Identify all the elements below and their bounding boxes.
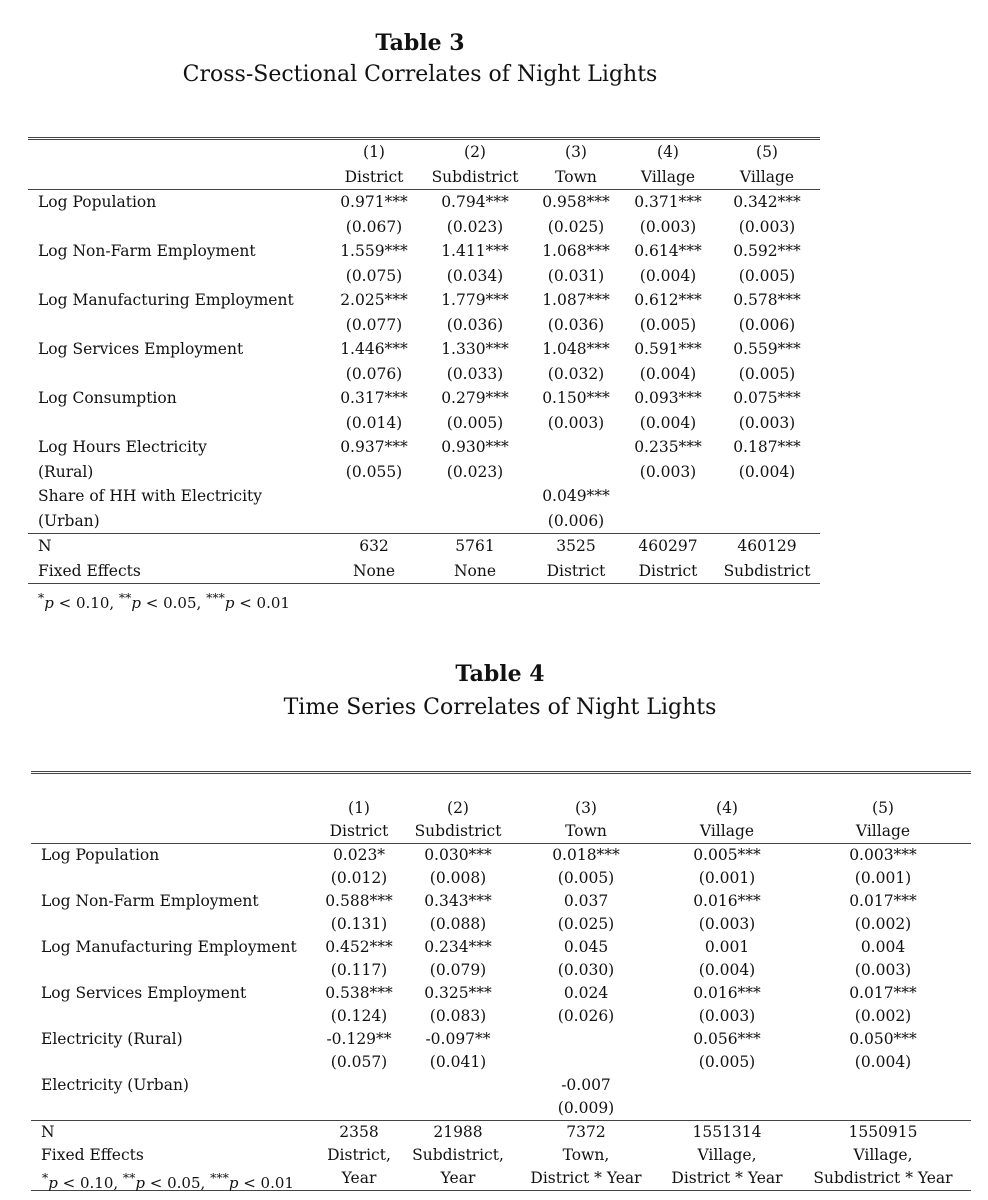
- t3-coef: 0.075***: [733, 389, 801, 407]
- t3-se: (0.034): [446, 266, 504, 285]
- t4-n: 7372: [513, 1121, 659, 1145]
- t4-coef-row: [31, 1074, 971, 1097]
- t3-colnum: (3): [565, 143, 587, 161]
- t4-fe2: Year: [403, 1167, 513, 1191]
- t3-row-label: Share of HH with Electricity: [38, 487, 263, 505]
- t3-coef-row: [28, 288, 820, 313]
- t4-se-row: [31, 959, 971, 982]
- t3-coef: 1.048***: [542, 340, 610, 358]
- t4-fe: Town,: [562, 1146, 610, 1164]
- t3-se: (0.005): [639, 315, 697, 334]
- t3-row-label: Log Consumption: [38, 389, 177, 407]
- t3-n: 460297: [622, 534, 714, 559]
- t3-coef: 0.591***: [634, 340, 702, 358]
- t3-coef: 0.150***: [542, 389, 610, 407]
- t3-se: (0.003): [639, 217, 697, 236]
- t3-n: 632: [328, 534, 420, 559]
- t3-se-label: (Urban): [38, 511, 100, 530]
- t3-se: (0.023): [446, 217, 504, 236]
- t3-coef: 0.279***: [441, 389, 509, 407]
- t4-coef: 0.325***: [424, 984, 492, 1002]
- t3-coef: 0.614***: [634, 242, 702, 260]
- t3-coef: 1.087***: [542, 291, 610, 309]
- t3-se: (0.005): [738, 364, 796, 383]
- t4-coef: 0.045: [563, 938, 609, 956]
- t4-se-row: [31, 1097, 971, 1121]
- t3-se: (0.003): [639, 462, 697, 481]
- t4-coef: 0.588***: [325, 892, 393, 910]
- t4-fe: Village,: [697, 1146, 757, 1164]
- t3-fe: District: [530, 559, 622, 584]
- t3-se: (0.005): [446, 413, 504, 432]
- t4-coef: [795, 1074, 971, 1097]
- t3-colname: Town: [530, 165, 622, 190]
- t3-colname: Village: [622, 165, 714, 190]
- t4-fe: District,: [327, 1146, 391, 1164]
- t3-n-label: N: [28, 534, 328, 559]
- t4-fe-label: Fixed Effects: [41, 1146, 144, 1164]
- t3-se-label: [28, 215, 328, 240]
- t4-colnum: (1): [348, 799, 370, 817]
- t4-coef: 0.023*: [332, 846, 386, 864]
- t3-se: (0.006): [547, 511, 605, 530]
- t4-se: (0.026): [557, 1007, 615, 1025]
- t4-row-label: Log Services Employment: [41, 984, 247, 1002]
- t3-coef: 1.068***: [542, 242, 610, 260]
- t3-se: [420, 509, 530, 534]
- t3-se-label: [28, 362, 328, 387]
- table4-n-row: [31, 1121, 971, 1145]
- t4-coef: 0.003***: [849, 846, 917, 864]
- table3: [28, 137, 820, 584]
- t3-n: 460129: [714, 534, 820, 559]
- t4-colname: Town: [513, 820, 659, 844]
- t4-coef: [403, 1074, 513, 1097]
- t4-coef-row: [31, 1028, 971, 1051]
- t4-coef: 0.037: [563, 892, 609, 910]
- t3-coef: 0.937***: [340, 438, 408, 456]
- t4-se-row: [31, 867, 971, 890]
- t3-coef: 0.371***: [634, 193, 702, 211]
- t4-coef: 0.016***: [693, 984, 761, 1002]
- t3-se: (0.003): [738, 413, 796, 432]
- t3-se: (0.025): [547, 217, 605, 236]
- t3-coef: 0.093***: [634, 389, 702, 407]
- t4-coef: 0.538***: [325, 984, 393, 1002]
- table4-footnote: *p < 0.10, **p < 0.05, ***p < 0.01: [42, 1170, 294, 1192]
- t3-se: (0.055): [345, 462, 403, 481]
- t4-coef: 0.050***: [849, 1030, 917, 1048]
- t3-row-label: Log Non-Farm Employment: [38, 242, 256, 260]
- t4-row-label: Log Population: [41, 846, 160, 864]
- t4-coef: 0.030***: [424, 846, 492, 864]
- t3-se-label: [28, 313, 328, 338]
- t3-coef: 1.446***: [340, 340, 408, 358]
- t4-colnum: (2): [447, 799, 469, 817]
- t4-se: (0.004): [698, 961, 756, 979]
- t3-colname: Subdistrict: [420, 165, 530, 190]
- t3-coef-row: [28, 190, 820, 215]
- t4-fe: Subdistrict,: [412, 1146, 504, 1164]
- t3-fe: None: [328, 559, 420, 584]
- t4-colnum: (3): [575, 799, 597, 817]
- t3-se: (0.067): [345, 217, 403, 236]
- t4-n: 2358: [315, 1121, 403, 1145]
- t3-coef: [530, 435, 622, 460]
- t3-se-row: [28, 411, 820, 436]
- t4-se: (0.009): [557, 1099, 615, 1117]
- t4-se-label: [31, 959, 315, 982]
- t4-se: (0.001): [698, 869, 756, 887]
- t4-coef: 0.024: [563, 984, 609, 1002]
- t4-coef: 0.452***: [325, 938, 393, 956]
- t4-coef: 0.004: [860, 938, 906, 956]
- t3-se: (0.003): [547, 413, 605, 432]
- t4-se: (0.005): [557, 869, 615, 887]
- t4-se: (0.001): [854, 869, 912, 887]
- table4-subtitle: Time Series Correlates of Night Lights: [283, 695, 717, 720]
- t3-se: (0.032): [547, 364, 605, 383]
- table3-header-row: [28, 165, 820, 190]
- t3-coef: 1.779***: [441, 291, 509, 309]
- t3-fe: Subdistrict: [714, 559, 820, 584]
- t4-coef: 0.234***: [424, 938, 492, 956]
- t4-coef: 0.056***: [693, 1030, 761, 1048]
- t4-fe2: District * Year: [513, 1167, 659, 1191]
- t4-row-label: Log Manufacturing Employment: [41, 938, 297, 956]
- t3-coef: [714, 484, 820, 509]
- t3-se: [328, 509, 420, 534]
- t4-colname: Village: [795, 820, 971, 844]
- t3-coef: 0.049***: [542, 487, 610, 505]
- t4-se: [403, 1097, 513, 1121]
- t4-se: (0.012): [330, 869, 388, 887]
- t4-n: 21988: [403, 1121, 513, 1145]
- t4-colnum: (4): [716, 799, 738, 817]
- t3-coef: 1.411***: [441, 242, 509, 260]
- t4-se: (0.003): [698, 1007, 756, 1025]
- t3-se: [714, 509, 820, 534]
- t3-coef: 0.958***: [542, 193, 610, 211]
- t3-se-row: [28, 509, 820, 534]
- t4-coef: 0.343***: [424, 892, 492, 910]
- t4-se: [513, 1051, 659, 1074]
- t4-se: [659, 1097, 795, 1121]
- t4-coef: -0.007: [561, 1076, 611, 1094]
- t3-coef: 0.930***: [441, 438, 509, 456]
- t3-se: (0.033): [446, 364, 504, 383]
- t3-coef: 1.559***: [340, 242, 408, 260]
- t3-fe-label: Fixed Effects: [28, 559, 328, 584]
- t3-se: (0.077): [345, 315, 403, 334]
- t3-coef-row: [28, 239, 820, 264]
- t3-coef: 2.025***: [340, 291, 408, 309]
- table4-colnum-row: [31, 797, 971, 820]
- t4-fe2: Subdistrict * Year: [795, 1167, 971, 1191]
- t4-n: 1550915: [795, 1121, 971, 1145]
- t4-se: (0.002): [854, 915, 912, 933]
- table3-colnum-row: [28, 140, 820, 165]
- t4-se: (0.131): [330, 915, 388, 933]
- t3-coef-row: [28, 435, 820, 460]
- t4-se-label: [31, 867, 315, 890]
- t4-se: [795, 1097, 971, 1121]
- t3-colnum: (5): [756, 143, 778, 161]
- t4-se: (0.025): [557, 915, 615, 933]
- t3-colnum: (2): [464, 143, 486, 161]
- t3-n: 5761: [420, 534, 530, 559]
- t3-coef: 0.342***: [733, 193, 801, 211]
- t4-coef: 0.017***: [849, 984, 917, 1002]
- t4-colname: Subdistrict: [403, 820, 513, 844]
- t3-se-label: [28, 264, 328, 289]
- t3-se: (0.004): [639, 364, 697, 383]
- t4-coef: -0.129**: [326, 1030, 392, 1048]
- t4-se: (0.005): [698, 1053, 756, 1071]
- t3-se: (0.006): [738, 315, 796, 334]
- t4-colnum: (5): [872, 799, 894, 817]
- t4-coef: 0.016***: [693, 892, 761, 910]
- t4-coef: [513, 1028, 659, 1051]
- t4-se-label: [31, 1051, 315, 1074]
- t3-se: (0.036): [446, 315, 504, 334]
- table3-title: Table 3: [375, 30, 465, 56]
- t4-se: (0.088): [429, 915, 487, 933]
- t3-colnum: (4): [657, 143, 679, 161]
- t4-coef: [659, 1074, 795, 1097]
- t3-coef: 0.317***: [340, 389, 408, 407]
- t3-se: (0.031): [547, 266, 605, 285]
- t4-coef: 0.017***: [849, 892, 917, 910]
- t4-se: (0.057): [330, 1053, 388, 1071]
- t4-coef: -0.097**: [425, 1030, 491, 1048]
- t4-se: (0.041): [429, 1053, 487, 1071]
- t3-coef: 0.794***: [441, 193, 509, 211]
- t3-se: (0.005): [738, 266, 796, 285]
- t3-coef-row: [28, 386, 820, 411]
- t3-se: (0.075): [345, 266, 403, 285]
- t4-colname: District: [315, 820, 403, 844]
- t3-se-row: [28, 313, 820, 338]
- t3-se: [530, 460, 622, 485]
- t3-row-label: Log Population: [38, 193, 157, 211]
- table3-fe-row: [28, 559, 820, 584]
- t3-coef: 0.578***: [733, 291, 801, 309]
- t4-se: (0.124): [330, 1007, 388, 1025]
- t4-row-label: Log Non-Farm Employment: [41, 892, 259, 910]
- t3-colname: Village: [714, 165, 820, 190]
- t3-coef: 0.612***: [634, 291, 702, 309]
- table4: [31, 771, 971, 1191]
- t3-se-row: [28, 362, 820, 387]
- t3-se-label: (Rural): [38, 462, 94, 481]
- t4-se: (0.083): [429, 1007, 487, 1025]
- t4-se: (0.030): [557, 961, 615, 979]
- t4-se: (0.003): [854, 961, 912, 979]
- t4-se: (0.079): [429, 961, 487, 979]
- t4-coef: 0.001: [704, 938, 750, 956]
- t3-coef: [420, 484, 530, 509]
- t4-se-label: [31, 1005, 315, 1028]
- t4-fe2: District * Year: [659, 1167, 795, 1191]
- t4-fe: Village,: [853, 1146, 913, 1164]
- t3-fe: None: [420, 559, 530, 584]
- t3-row-label: Log Manufacturing Employment: [38, 291, 294, 309]
- t3-coef: [328, 484, 420, 509]
- t3-row-label: Log Services Employment: [38, 340, 244, 358]
- t4-se-label: [31, 1097, 315, 1121]
- t3-se: (0.004): [639, 413, 697, 432]
- t4-row-label: Electricity (Rural): [41, 1030, 183, 1048]
- t4-coef: 0.018***: [552, 846, 620, 864]
- t3-coef-row: [28, 484, 820, 509]
- table3-n-row: [28, 534, 820, 559]
- t3-se-label: [28, 411, 328, 436]
- table3-footnote: *p < 0.10, **p < 0.05, ***p < 0.01: [38, 590, 290, 612]
- t3-coef-row: [28, 337, 820, 362]
- t3-se-row: [28, 460, 820, 485]
- t4-coef-row: [31, 890, 971, 913]
- t4-se-row: [31, 913, 971, 936]
- t3-se: (0.003): [738, 217, 796, 236]
- table4-title: Table 4: [455, 661, 545, 687]
- t3-colnum: (1): [363, 143, 385, 161]
- t4-se-row: [31, 1051, 971, 1074]
- t3-colname: District: [328, 165, 420, 190]
- t3-row-label: Log Hours Electricity: [38, 438, 207, 456]
- t3-se: (0.014): [345, 413, 403, 432]
- table4-fe-row: [31, 1144, 971, 1167]
- t4-se-row: [31, 1005, 971, 1028]
- table3-subtitle: Cross-Sectional Correlates of Night Lights: [182, 62, 658, 87]
- t3-coef: 0.971***: [340, 193, 408, 211]
- t4-coef-row: [31, 844, 971, 868]
- t3-coef: 0.187***: [733, 438, 801, 456]
- t4-coef-row: [31, 982, 971, 1005]
- t4-se: (0.117): [330, 961, 388, 979]
- t3-se: (0.023): [446, 462, 504, 481]
- t4-coef: 0.005***: [693, 846, 761, 864]
- t3-se: (0.004): [639, 266, 697, 285]
- t3-fe: District: [622, 559, 714, 584]
- t4-n-label: N: [31, 1121, 315, 1145]
- t3-se: (0.036): [547, 315, 605, 334]
- t4-colname: Village: [659, 820, 795, 844]
- t3-n: 3525: [530, 534, 622, 559]
- t4-se: [315, 1097, 403, 1121]
- t4-se-label: [31, 913, 315, 936]
- t3-se-row: [28, 215, 820, 240]
- t3-se: (0.076): [345, 364, 403, 383]
- table4-header-row: [31, 820, 971, 844]
- t4-coef-row: [31, 936, 971, 959]
- t3-coef: 1.330***: [441, 340, 509, 358]
- t3-coef: 0.592***: [733, 242, 801, 260]
- t3-coef: 0.235***: [634, 438, 702, 456]
- t4-se: (0.002): [854, 1007, 912, 1025]
- t3-se-row: [28, 264, 820, 289]
- t4-fe2: Year: [315, 1167, 403, 1191]
- t3-se: (0.004): [738, 462, 796, 481]
- t4-n: 1551314: [659, 1121, 795, 1145]
- t4-coef: [315, 1074, 403, 1097]
- t3-coef: 0.559***: [733, 340, 801, 358]
- t4-row-label: Electricity (Urban): [41, 1076, 189, 1094]
- t3-se: [622, 509, 714, 534]
- t4-se: (0.004): [854, 1053, 912, 1071]
- t4-se: (0.003): [698, 915, 756, 933]
- t4-se: (0.008): [429, 869, 487, 887]
- t3-coef: [622, 484, 714, 509]
